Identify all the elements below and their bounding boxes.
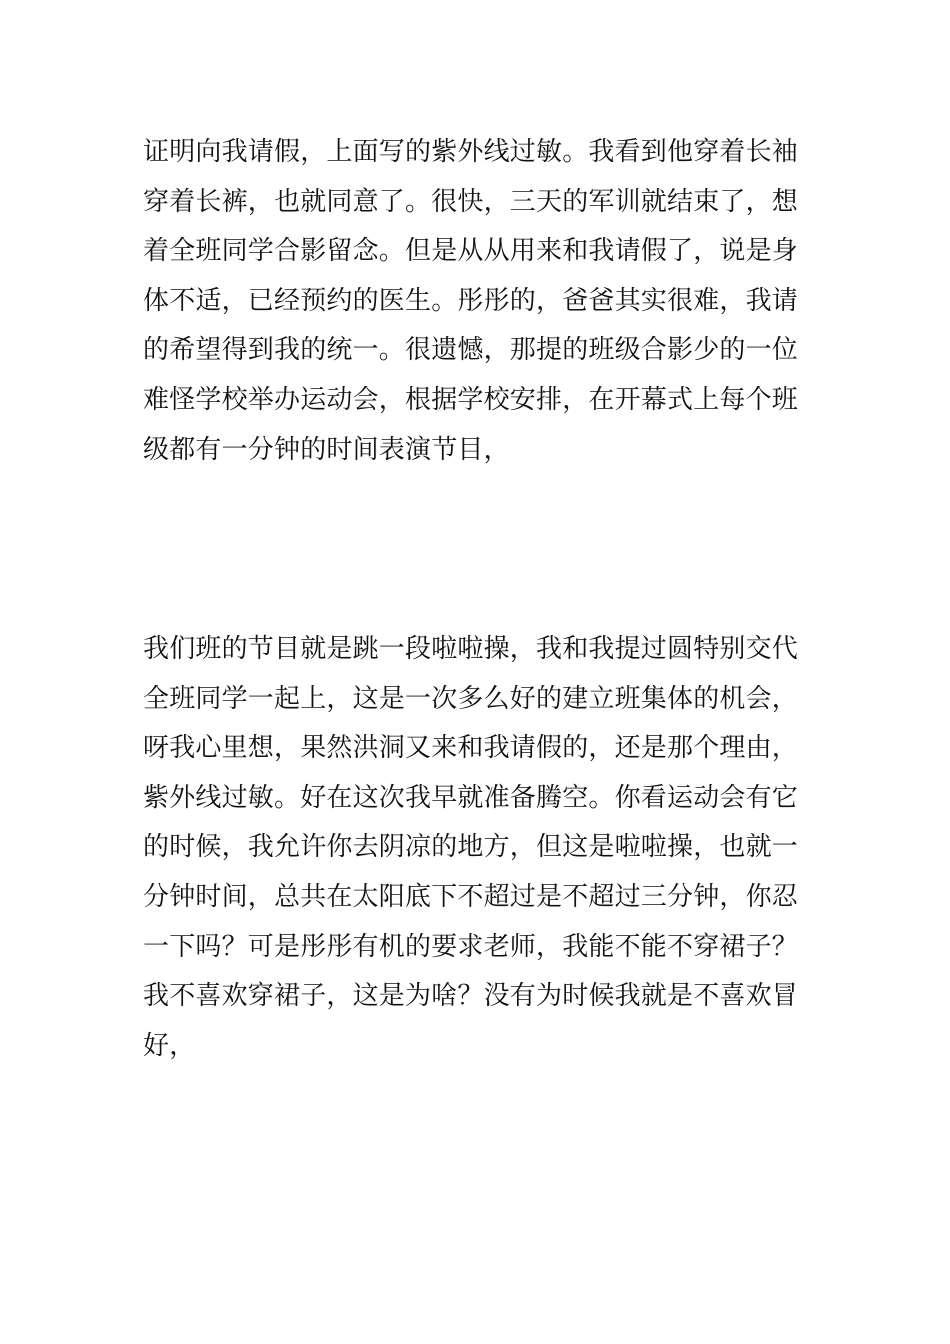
text-line: 我们班的节目就是跳一段啦啦操，我和我提过圆特别交代	[143, 634, 799, 664]
text-line: 紫外线过敏。好在这次我早就准备腾空。你看运动会有它	[143, 782, 799, 813]
text-line: 全班同学一起上，这是一次多么好的建立班集体的机会，	[143, 683, 799, 714]
text-line: 证明向我请假，上面写的紫外线过敏。我看到他穿着长袖	[143, 137, 799, 167]
text-line: 着全班同学合影留念。但是从从用来和我请假了，说是身	[143, 236, 799, 267]
paragraph-1	[143, 128, 823, 475]
text-line: 的时候，我允许你去阴凉的地方，但这是啦啦操，也就一	[143, 832, 799, 863]
text-line: 一下吗？可是彤彤有机的要求老师，我能不能不穿裙子？	[143, 931, 799, 962]
text-line: 体不适，已经预约的医生。彤彤的，爸爸其实很难，我请	[143, 285, 799, 316]
text-line: 好，	[143, 1030, 196, 1061]
text-line: 难怪学校举办运动会，根据学校安排，在开幕式上每个班	[143, 384, 799, 415]
text-line: 穿着长裤，也就同意了。很快，三天的军训就结束了，想	[143, 186, 799, 217]
text-line: 级都有一分钟的时间表演节目，	[143, 434, 510, 465]
text-line: 分钟时间，总共在太阳底下不超过是不超过三分钟，你忍	[143, 881, 799, 912]
text-line: 的希望得到我的统一。很遗憾，那提的班级合影少的一位	[143, 335, 799, 366]
text-line: 呀我心里想，果然洪洞又来和我请假的，还是那个理由，	[143, 733, 799, 764]
text-line: 我不喜欢穿裙子，这是为啥？没有为时候我就是不喜欢冒	[143, 981, 799, 1012]
paragraph-2	[143, 625, 823, 1071]
